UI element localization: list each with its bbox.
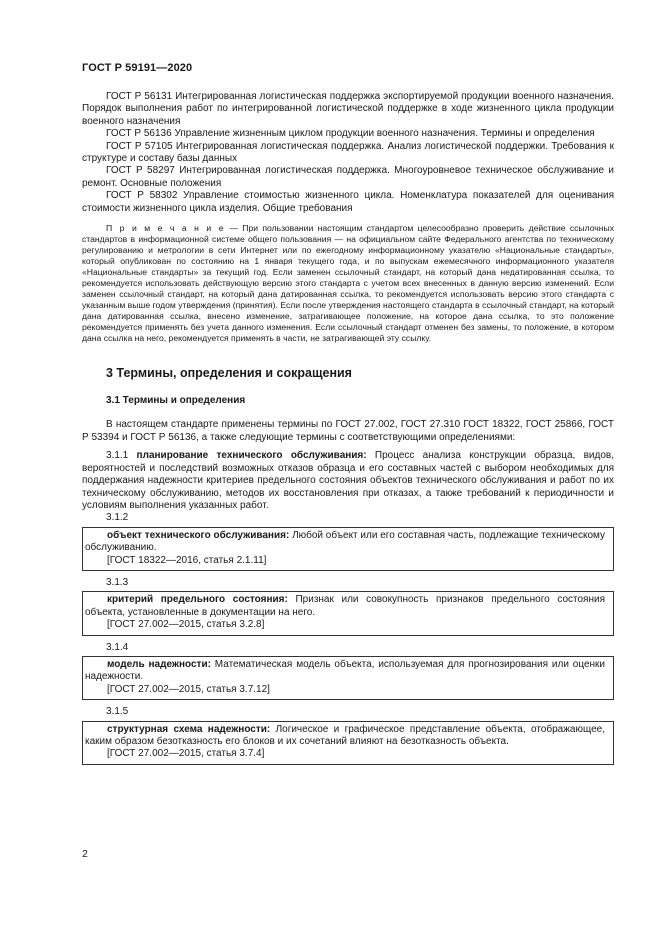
note-label: П р и м е ч а н и е (106, 223, 226, 234)
term-box (82, 591, 614, 635)
term-number: 3.1.1 (106, 450, 129, 462)
page-content (82, 91, 614, 765)
term-definition: Математическая модель объекта, используемая для прогнозирования или оценки надежности. (85, 658, 605, 683)
standard-code-header: ГОСТ Р 59191—2020 (82, 62, 193, 74)
term-box (82, 656, 614, 700)
term-name: структурная схема надежности: (107, 723, 271, 735)
term-number: 3.1.4 (106, 641, 129, 653)
term-source: [ГОСТ 27.002—2015, статья 3.7.12] (107, 683, 270, 695)
term-number: 3.1.2 (106, 512, 129, 524)
term-name: критерий предельного состояния: (107, 594, 288, 606)
note-paragraph (82, 223, 614, 344)
term-text (85, 594, 605, 619)
note-text: — При пользовании настоящим стандартом целесообразно проверить действие ссылочных стандартов в информационной системе общего пользования — на официальном сайте Федерального агентства по техническому регулированию и метрологии в сети Интернет или по ежегодному информационному указателю «Национальные стандарты», который опубликован по состоянию на 1 января текущего года, и по выпускам ежемесячного информационного указателя «Национальные стандарты» за текущий год. Если заменен ссылочный стандарт, на который дана недатированная ссылка, то рекомендуется использовать действующую версию этого стандарта с учетом всех внесенных в данную версию изменений. Если заменен ссылочный стандарт, на который дана датированная ссылка, то рекомендуется использовать версию этого стандарта с указанным выше годом утверждения (принятия). Если после утверждения настоящего стандарта в ссылочный стандарт, на который дана датированная ссылка, внесено изменение, затрагивающее положение, на которое дана ссылка, то это положение рекомендуется применять без учета данного изменения. Если ссылочный стандарт отменен без замены, то положение, в котором дана ссылка на него, рекомендуется применять в части, не затрагивающей эту ссылку. (82, 223, 615, 344)
term-definition: Логическое и графическое представление объекта, отображающее, каким образом безотказность его блоков и их сочетаний влияют на безотказность объекта. (85, 723, 605, 747)
terms-intro: В настоящем стандарте применены термины по ГОСТ 27.002, ГОСТ 27.310 ГОСТ 18322, ГОСТ 25866, ГОСТ Р 53394 и ГОСТ Р 56136, а также следующие термины с соответствующими определениями: (82, 419, 614, 443)
reference-item: ГОСТ Р 57105 Интегрированная логистическая поддержка. Анализ логистической поддержки. Требования к структуре и составу базы данных (82, 140, 614, 165)
term-name: модель надежности: (107, 658, 211, 670)
term-text (85, 724, 605, 749)
term-source: [ГОСТ 27.002—2015, статья 3.2.8] (107, 619, 265, 631)
reference-item: ГОСТ Р 56136 Управление жизненным циклом продукции военного назначения. Термины и определения (106, 128, 595, 140)
term-definition: Признак или совокупность признаков предельного состояния объекта, установленные в документации на него. (85, 594, 605, 618)
reference-item: ГОСТ Р 58297 Интегрированная логистическая поддержка. Многоуровневое техническое обслуживание и ремонт. Основные положения (82, 165, 614, 189)
subsection-title: 3.1 Термины и определения (106, 395, 246, 407)
term-number: 3.1.3 (106, 576, 129, 588)
term-definition: Любой объект или его составная часть, подлежащие техническому обслуживанию. (85, 529, 606, 554)
term-number: 3.1.5 (106, 706, 129, 718)
reference-item: ГОСТ Р 56131 Интегрированная логистическая поддержка экспортируемой продукции военного назначения. Порядок выполнения работ по интегрированной логистической поддержке в ходе жизненного цикла продукции военного назначения (82, 91, 614, 127)
term-definition: Процесс анализа конструкции образца, видов, вероятностей и последствий возможных отказов образца и его составных частей с выбором необходимых для поддержания надежности критериев предельного состояния объектов технического обслуживания и работ по их техническому обслуживанию, методов их восстановления при отказах, а также требований к периодичности и условиям выполнения указанных работ. (82, 450, 614, 511)
term-name: планирование технического обслуживания: (136, 450, 367, 462)
term-name: объект технического обслуживания: (107, 529, 290, 541)
section-title: 3 Термины, определения и сокращения (106, 366, 352, 381)
term-text (85, 530, 605, 555)
reference-item: ГОСТ Р 58302 Управление стоимостью жизненного цикла. Номенклатура показателей для оценивания стоимости жизненного цикла изделия. Общие требования (82, 190, 614, 214)
term-source: [ГОСТ 27.002—2015, статья 3.7.4] (107, 748, 265, 760)
term-text (85, 659, 605, 684)
term-box (82, 721, 614, 765)
term-source: [ГОСТ 18322—2016, статья 2.1.11] (107, 554, 267, 566)
page-number: 2 (82, 848, 88, 860)
term-3-1-1 (82, 450, 614, 512)
term-box (82, 527, 614, 571)
